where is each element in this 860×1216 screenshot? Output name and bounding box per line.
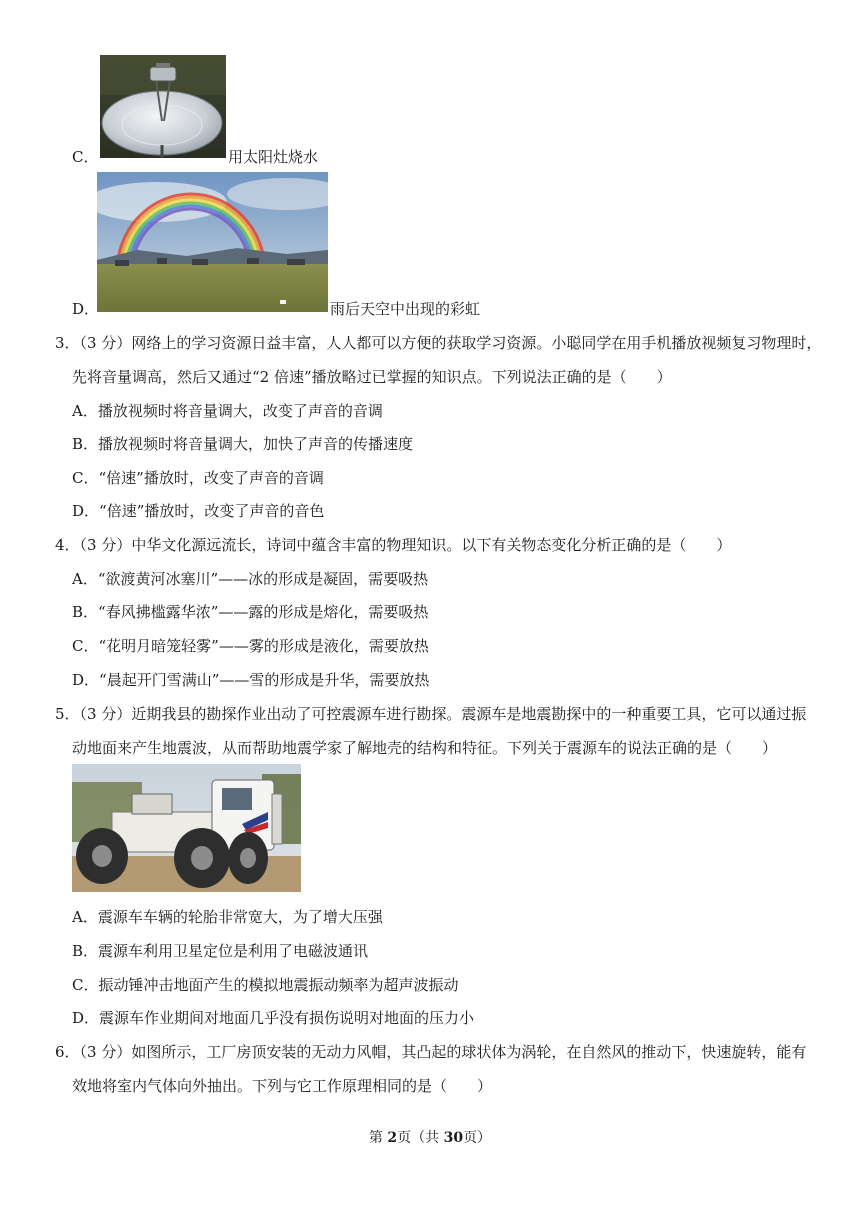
q4-stem: 4．（3 分）中华文化源远流长，诗词中蕴含丰富的物理知识。以下有关物态变化分析正确的是（ ） (55, 536, 732, 554)
q4-option-a: A．“欲渡黄河冰塞川”——冰的形成是凝固，需要吸热 (72, 570, 429, 588)
option-d-letter: D． (72, 300, 100, 318)
option-d-text: 雨后天空中出现的彩虹 (330, 300, 481, 318)
option-c-text: 用太阳灶烧水 (228, 148, 319, 166)
footer-page-number: 2 (387, 1130, 398, 1146)
q4-option-d: D．“晨起开门雪满山”——雪的形成是升华，需要放热 (72, 671, 430, 689)
q5-stem-line1: 5．（3 分）近期我县的勘探作业出动了可控震源车进行勘探。震源车是地震勘探中的一种重要工具，它可以通过振 (55, 705, 807, 723)
solar-cooker-photo (100, 55, 226, 158)
q5-option-b: B．震源车利用卫星定位是利用了电磁波通讯 (72, 942, 369, 960)
q6-stem-line1: 6．（3 分）如图所示，工厂房顶安装的无动力风帽，其凸起的球状体为涡轮，在自然风的推动下，快速旋转，能有 (55, 1043, 807, 1061)
q3-option-d: D．“倍速”播放时，改变了声音的音色 (72, 502, 325, 520)
q4-option-c: C．“花明月暗笼轻雾”——雾的形成是液化，需要放热 (72, 637, 429, 655)
rainbow-photo (97, 172, 328, 312)
q5-stem-line2: 动地面来产生地震波，从而帮助地震学家了解地壳的结构和特征。下列关于震源车的说法正确的是（ ） (72, 739, 778, 757)
q3-option-b: B．播放视频时将音量调大，加快了声音的传播速度 (72, 435, 414, 453)
q4-option-b: B．“春风拂槛露华浓”——露的形成是熔化，需要吸热 (72, 603, 429, 621)
footer-prefix: 第 (368, 1130, 388, 1146)
q5-option-d: D．震源车作业期间对地面几乎没有损伤说明对地面的压力小 (72, 1009, 475, 1027)
footer-suffix: 页） (463, 1130, 492, 1146)
q3-stem-line2: 先将音量调高，然后又通过“2 倍速”播放略过已掌握的知识点。下列说法正确的是（ ） (72, 368, 672, 386)
q5-option-c: C．振动锤冲击地面产生的模拟地震振动频率为超声波振动 (72, 976, 459, 994)
q5-option-a: A．震源车车辆的轮胎非常宽大，为了增大压强 (72, 908, 383, 926)
page-footer (0, 1127, 860, 1147)
vibroseis-truck-photo (72, 764, 301, 892)
footer-mid: 页（共 (397, 1130, 444, 1146)
q6-stem-line2: 效地将室内气体向外抽出。下列与它工作原理相同的是（ ） (72, 1077, 493, 1095)
option-c-letter: C． (72, 148, 99, 166)
q3-option-c: C．“倍速”播放时，改变了声音的音调 (72, 469, 324, 487)
q3-stem-line1: 3．（3 分）网络上的学习资源日益丰富，人人都可以方便的获取学习资源。小聪同学在用手机播放视频复习物理时， (55, 334, 822, 352)
footer-total-pages: 30 (443, 1130, 464, 1146)
q3-option-a: A．播放视频时将音量调大，改变了声音的音调 (72, 402, 383, 420)
